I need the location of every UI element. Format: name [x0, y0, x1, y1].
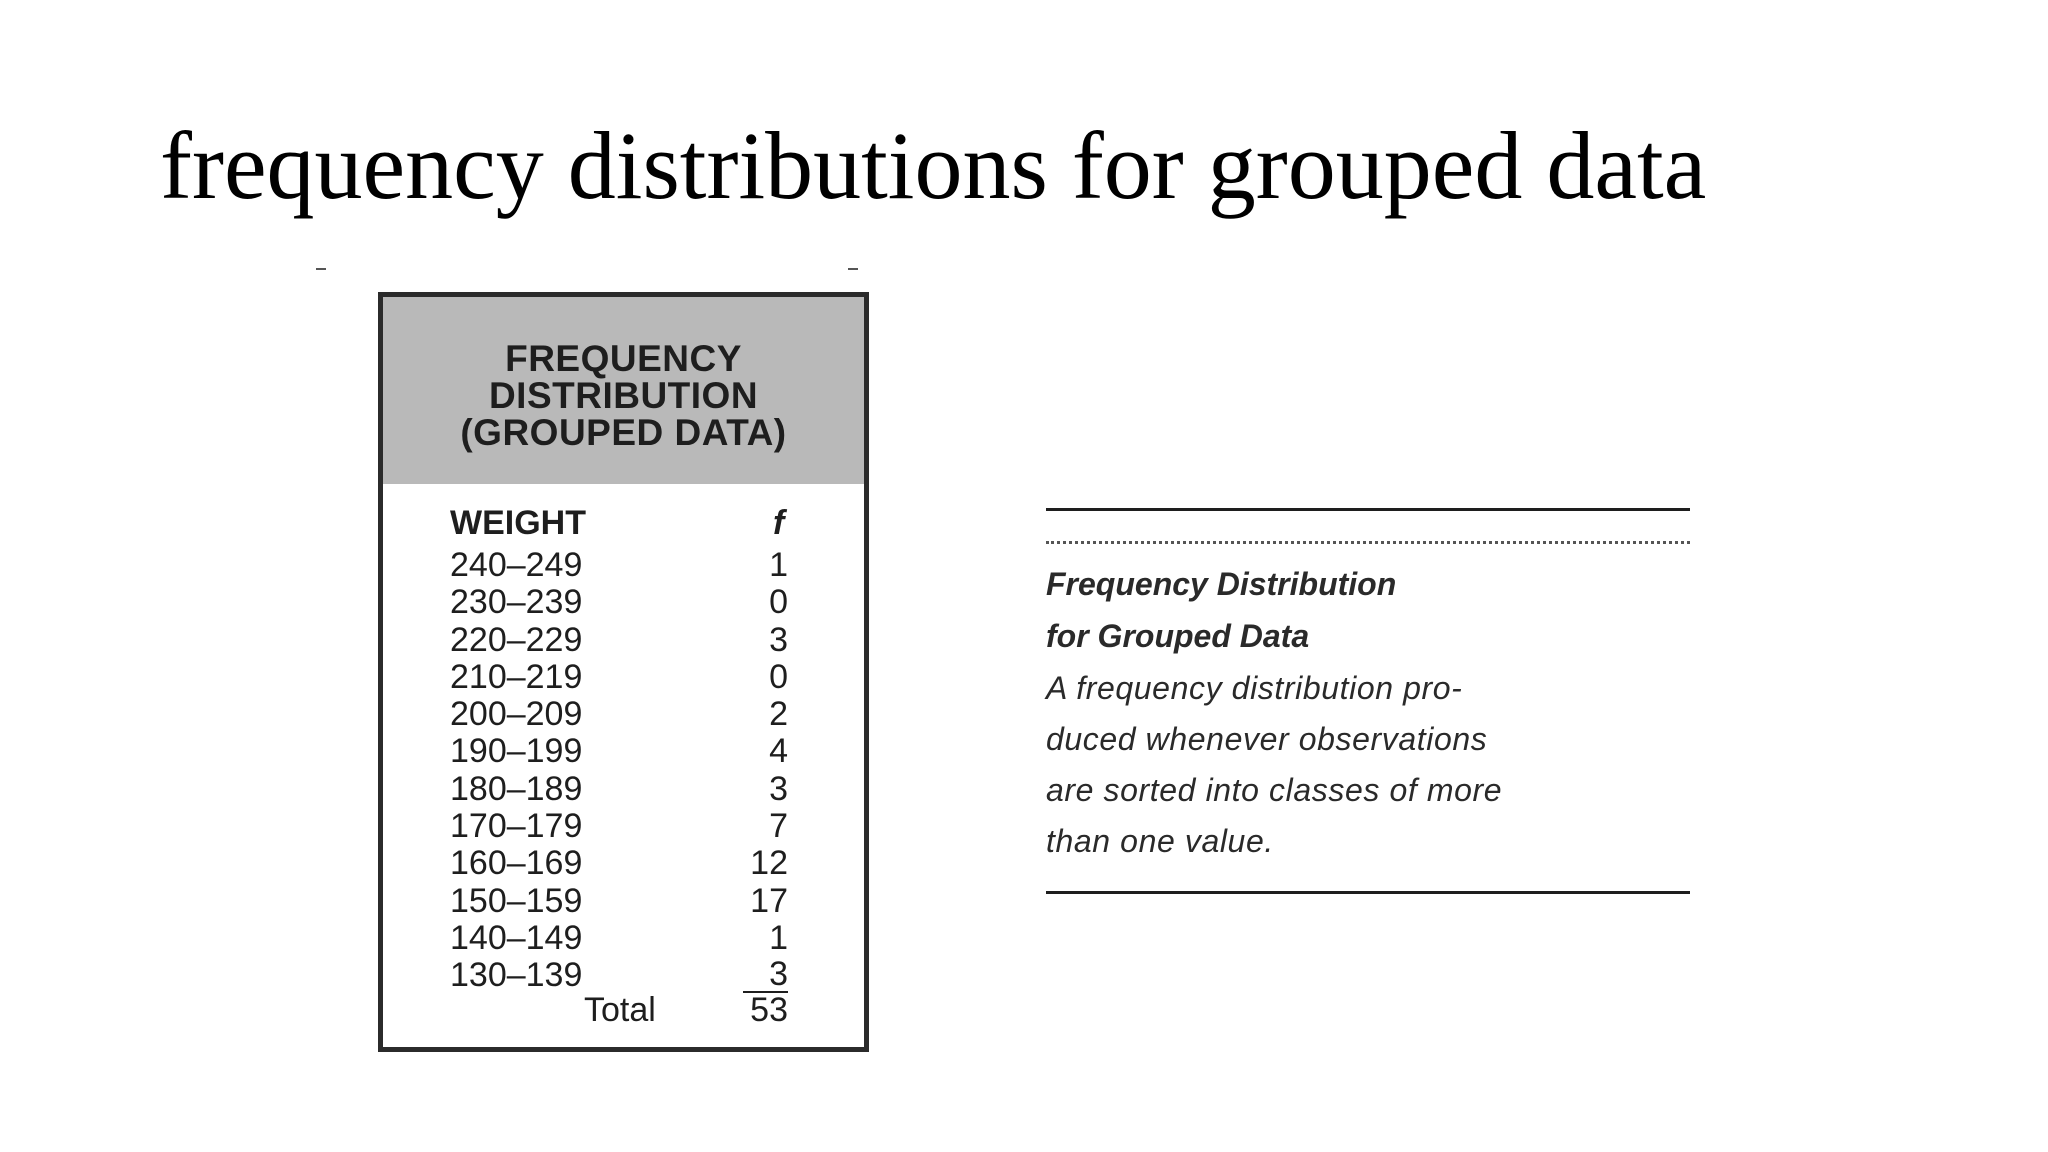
class-frequency: 3 [769, 769, 788, 808]
table-header-line: (GROUPED DATA) [460, 412, 787, 453]
definition-text-line: than one value. [1046, 823, 1274, 859]
slide-title: frequency distributions for grouped data [160, 112, 1707, 219]
table-header-line: DISTRIBUTION [488, 375, 759, 416]
class-frequency: 17 [750, 881, 788, 920]
class-frequency: 1 [769, 918, 788, 957]
class-range: 200–209 [450, 695, 583, 734]
class-frequency: 0 [769, 583, 788, 622]
class-range: 240–249 [450, 546, 583, 584]
class-frequency: 7 [769, 807, 788, 846]
definition-bottom-rule [1046, 891, 1690, 894]
table-row [383, 622, 864, 659]
table-header [383, 297, 864, 484]
total-label: Total [584, 991, 656, 1029]
table-row [383, 883, 864, 920]
table-row [383, 733, 864, 770]
table-row [383, 584, 864, 621]
class-range: 230–239 [450, 583, 583, 622]
definition-text-line: A frequency distribution pro- [1046, 670, 1463, 706]
table-row [383, 957, 864, 994]
class-range: 140–149 [450, 918, 583, 957]
frequency-table-card [378, 292, 869, 1052]
definition-dotted-rule [1046, 541, 1690, 544]
decorative-tick-mark [316, 268, 326, 270]
table-body [383, 547, 864, 995]
definition-text [1046, 663, 1706, 867]
table-row [383, 845, 864, 882]
class-range: 220–229 [450, 620, 583, 659]
table-row [383, 696, 864, 733]
class-frequency: 0 [769, 657, 788, 696]
class-frequency: 12 [750, 844, 788, 883]
definition-term-line: Frequency Distribution [1046, 566, 1397, 602]
class-range: 160–169 [450, 844, 583, 883]
table-row [383, 771, 864, 808]
decorative-tick-mark [848, 268, 858, 270]
total-row [383, 990, 864, 1030]
definition-text-line: duced whenever observations [1046, 721, 1488, 757]
class-range: 190–199 [450, 732, 583, 771]
table-row [383, 547, 864, 584]
class-range: 170–179 [450, 807, 583, 846]
total-value: 53 [750, 991, 788, 1029]
definition-term [1046, 558, 1690, 662]
class-range: 210–219 [450, 657, 583, 696]
table-header-line: FREQUENCY [505, 338, 742, 379]
definition-text-line: are sorted into classes of more [1046, 772, 1503, 808]
class-frequency: 3 [743, 957, 788, 993]
column-header-weight: WEIGHT [450, 504, 586, 542]
table-row [383, 808, 864, 845]
column-header-frequency: f [773, 504, 785, 542]
class-range: 130–139 [450, 956, 583, 995]
definition-term-line: for Grouped Data [1046, 618, 1310, 654]
class-range: 180–189 [450, 769, 583, 808]
class-frequency: 2 [769, 695, 788, 734]
table-row [383, 659, 864, 696]
table-row [383, 920, 864, 957]
definition-top-rule [1046, 508, 1690, 511]
class-frequency: 3 [769, 620, 788, 659]
class-range: 150–159 [450, 881, 583, 920]
class-frequency: 4 [769, 732, 788, 771]
class-frequency: 1 [769, 546, 788, 584]
